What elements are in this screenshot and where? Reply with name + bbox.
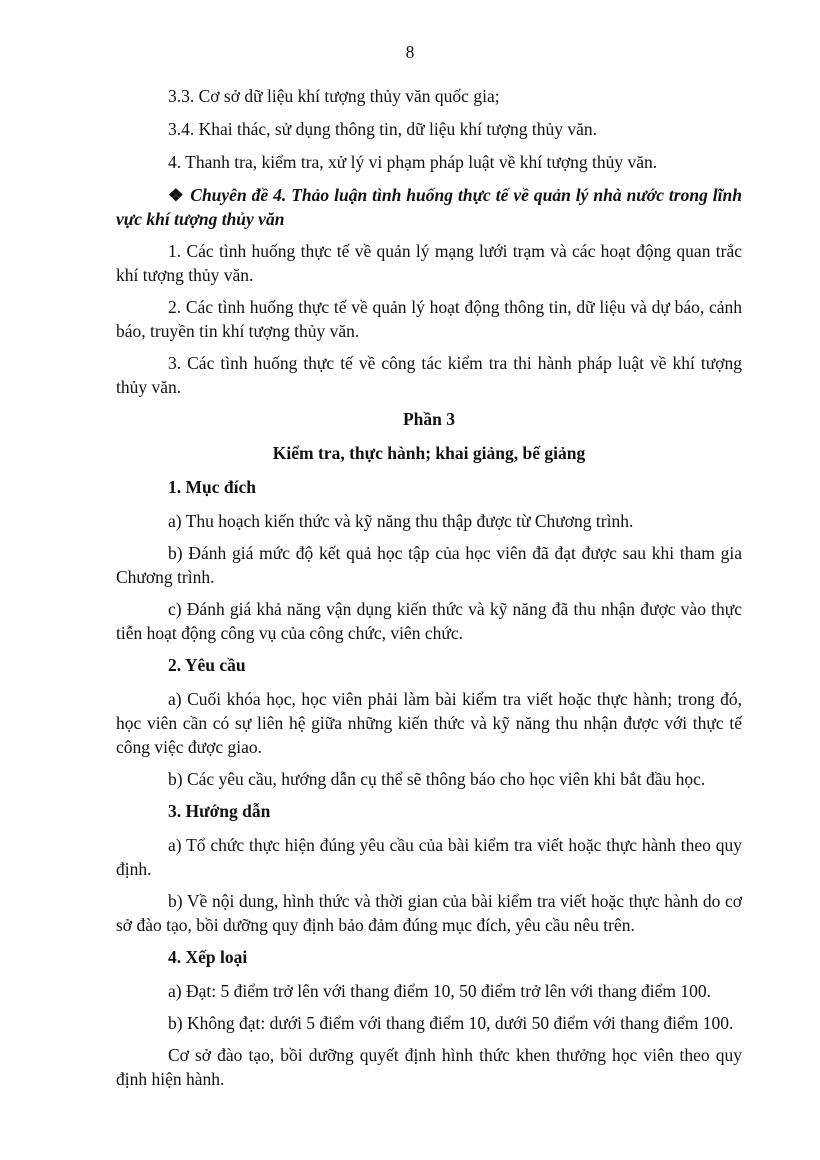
xep-loai-item: a) Đạt: 5 điểm trở lên với thang điểm 10, 50 điểm trở lên với thang điểm 100.	[168, 981, 711, 1001]
page-number: 8	[405, 42, 415, 62]
topic-4-title-text: Chuyên đề 4. Thảo luận tình huống thực tế về quản lý nhà nước trong lĩnh vực khí tượng thủy văn	[116, 185, 742, 229]
xep-loai-item: b) Không đạt: dưới 5 điểm với thang điểm 10, dưới 50 điểm với thang điểm 100.	[168, 1013, 734, 1033]
muc-dich-item: b) Đánh giá mức độ kết quả học tập của học viên đã đạt được sau khi tham gia Chương trình.	[116, 543, 742, 587]
item-3-4: 3.4. Khai thác, sử dụng thông tin, dữ liệu khí tượng thủy văn.	[168, 119, 597, 139]
topic-4-item: 1. Các tình huống thực tế về quản lý mạng lưới trạm và các hoạt động quan trắc khí tượng thủy văn.	[116, 241, 742, 285]
item-3-3: 3.3. Cơ sở dữ liệu khí tượng thủy văn quốc gia;	[168, 86, 500, 106]
page-content	[116, 84, 742, 1099]
topic-4-item: 3. Các tình huống thực tế về công tác kiểm tra thi hành pháp luật về khí tượng thủy văn.	[116, 353, 742, 397]
muc-dich-item: c) Đánh giá khả năng vận dụng kiến thức và kỹ năng đã thu nhận được vào thực tiễn hoạt động công vụ của công chức, viên chức.	[116, 599, 742, 643]
section-heading-muc-dich: 1. Mục đích	[168, 477, 256, 497]
part-3-label: Phần 3	[402, 409, 456, 429]
topic-4-item: 2. Các tình huống thực tế về quản lý hoạt động thông tin, dữ liệu và dự báo, cảnh báo, truyền tin khí tượng thủy văn.	[116, 297, 742, 341]
section-heading-huong-dan: 3. Hướng dẫn	[168, 801, 271, 821]
yeu-cau-item: b) Các yêu cầu, hướng dẫn cụ thể sẽ thông báo cho học viên khi bắt đầu học.	[168, 769, 706, 789]
part-3-title: Kiểm tra, thực hành; khai giảng, bế giảng	[272, 443, 586, 463]
item-4: 4. Thanh tra, kiểm tra, xử lý vi phạm pháp luật về khí tượng thủy văn.	[168, 152, 658, 172]
diamond-bullet-icon: ❖	[168, 185, 185, 205]
muc-dich-item: a) Thu hoạch kiến thức và kỹ năng thu thập được từ Chương trình.	[168, 511, 634, 531]
section-heading-xep-loai: 4. Xếp loại	[168, 947, 248, 967]
topic-4-title	[116, 183, 742, 231]
huong-dan-item: b) Về nội dung, hình thức và thời gian của bài kiểm tra viết hoặc thực hành do cơ sở đào tạo, bồi dưỡng quy định bảo đảm đúng mục đích, yêu cầu nêu trên.	[116, 891, 742, 935]
yeu-cau-item: a) Cuối khóa học, học viên phải làm bài kiểm tra viết hoặc thực hành; trong đó, học viên cần có sự liên hệ giữa những kiến thức và kỹ năng thu nhận được với thực tế công việc được giao.	[116, 689, 742, 757]
section-heading-yeu-cau: 2. Yêu cầu	[168, 655, 246, 675]
xep-loai-item: Cơ sở đào tạo, bồi dưỡng quyết định hình thức khen thưởng học viên theo quy định hiện hành.	[116, 1045, 742, 1089]
huong-dan-item: a) Tổ chức thực hiện đúng yêu cầu của bài kiểm tra viết hoặc thực hành theo quy định.	[116, 835, 742, 879]
